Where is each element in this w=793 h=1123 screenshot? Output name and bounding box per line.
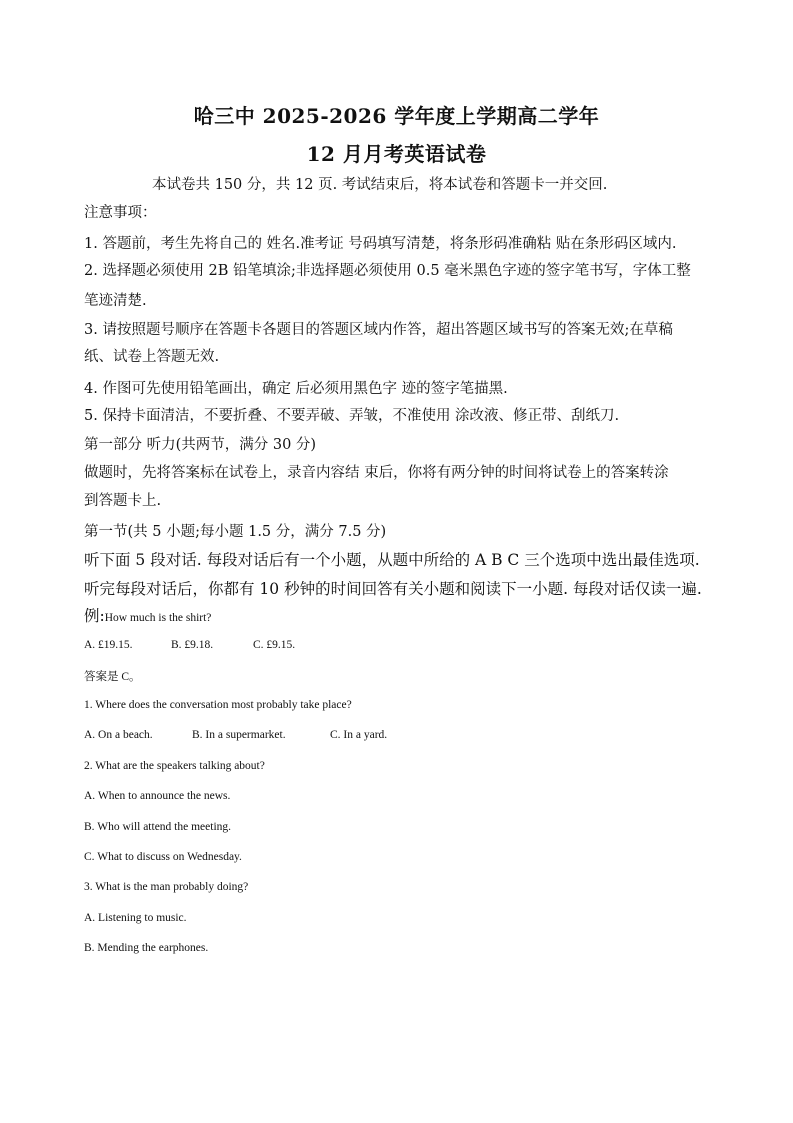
option-1c: C. In a yard. [330,729,388,741]
notice-item: 2. 选择题必须使用 2B 铅笔填涂;非选择题必须使用 0.5 毫米黑色字迹的签字笔书写，字体工整 [84,263,691,279]
option-3b: B. Mending the earphones. [84,942,209,954]
question-3: 3. What is the man probably doing? [84,881,249,893]
example-option: B. £9.18. [171,639,214,651]
notice-item-continued: 笔迹清楚. [84,293,147,309]
notice-item: 3. 请按照题号顺序在答题卡各题目的答题区域内作答，超出答题区域书写的答案无效;在草稿 [84,322,673,338]
option-1b: B. In a supermarket. [192,729,286,741]
example-label: 例: [84,607,105,625]
example-answer: 答案是 C。 [84,671,141,683]
part1-heading: 第一部分 听力(共两节，满分 30 分) [84,437,317,453]
section1-heading: 第一节(共 5 小题;每小题 1.5 分，满分 7.5 分) [84,524,387,540]
option-2b: B. Who will attend the meeting. [84,821,232,833]
question-1: 1. Where does the conversation most probably take place? [84,699,352,711]
example-option: C. £9.15. [253,639,296,651]
exam-title-line2: 12 月月考英语试卷 [306,142,487,166]
option-1a: A. On a beach. [84,729,153,741]
notice-item-continued: 纸、试卷上答题无效. [84,349,220,365]
part1-instructions: 做题时，先将答案标在试卷上，录音内容结 束后，你将有两分钟的时间将试卷上的答案转涂 [84,465,669,481]
notice-item: 4. 作图可先使用铅笔画出，确定 后必须用黑色字 迹的签字笔描黑. [84,381,508,397]
section1-instructions-continued: 听完每段对话后，你都有 10 秒钟的时间回答有关小题和阅读下一小题. 每段对话仅读一遍. [84,580,702,598]
example-question: How much is the shirt? [104,612,212,624]
exam-intro: 本试卷共 150 分，共 12 页. 考试结束后，将本试卷和答题卡一并交回. [152,177,608,193]
notice-heading: 注意事项： [84,205,157,221]
option-2c: C. What to discuss on Wednesday. [84,851,242,863]
option-3a: A. Listening to music. [84,912,187,924]
part1-instructions-continued: 到答题卡上. [84,493,162,509]
question-2: 2. What are the speakers talking about? [84,760,265,772]
section1-instructions: 听下面 5 段对话. 每段对话后有一个小题，从题中所给的 A B C 三个选项中选出最佳选项. [84,551,700,569]
option-2a: A. When to announce the news. [84,790,231,802]
example-option: A. £19.15. [84,639,133,651]
notice-item: 1. 答题前，考生先将自己的 姓名.准考证 号码填写清楚，将条形码准确粘 贴在条形码区域内. [84,236,677,252]
exam-title-line1: 哈三中 2025-2026 学年度上学期高二学年 [193,104,600,128]
notice-item: 5. 保持卡面清洁，不要折叠、不要弄破、弄皱，不准使用 涂改液、修正带、刮纸刀. [84,408,620,424]
example-line [84,604,211,626]
